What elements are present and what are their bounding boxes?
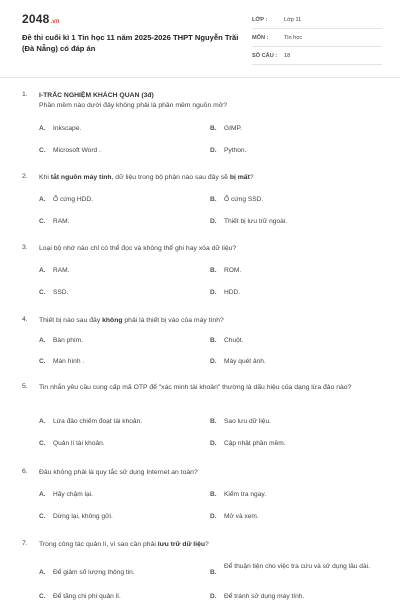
meta-row-subject	[252, 34, 382, 47]
question-number: 5.	[22, 383, 28, 390]
question-text: Khi tắt nguồn máy tính, dữ liệu trong bộ phận nào sau đây sẽ bị mất?	[39, 174, 254, 181]
question-text	[39, 91, 389, 111]
question-number: 3.	[22, 244, 28, 251]
site-logo[interactable]	[22, 12, 60, 26]
exam-meta	[252, 16, 382, 70]
meta-row-class	[252, 16, 382, 29]
question-text: Đâu không phải là quy tắc sử dụng Internet an toàn?	[39, 469, 198, 476]
question-number: 6.	[22, 468, 28, 475]
meta-label: SỐ CÂU :	[252, 53, 278, 59]
logo-suffix: .vn	[50, 19, 60, 25]
question-prompt: Phần mềm nào dưới đây không phải là phần mềm nguồn mở?	[39, 102, 228, 109]
meta-value: 18	[284, 53, 291, 59]
section-heading: I-TRẮC NGHIỆM KHÁCH QUAN (3đ)	[39, 92, 154, 99]
exam-title: Đề thi cuối kì 1 Tin học 11 năm 2025-2026 THPT Nguyễn Trãi (Đà Nẵng) có đáp án	[22, 33, 239, 53]
question-text: Tin nhắn yêu cầu cung cấp mã OTP để "xác minh tài khoản" thường là dấu hiệu của dạng lừa đảo nào?	[39, 384, 352, 391]
meta-row-count	[252, 52, 382, 65]
meta-value: Tin học	[284, 35, 303, 41]
question-number: 2.	[22, 173, 28, 180]
question-number: 7.	[22, 540, 28, 547]
question-text: Thiết bị nào sau đây không phải là thiết bị vào của máy tính?	[39, 317, 224, 324]
question-text: Loại bộ nhớ nào chỉ có thể đọc và không thể ghi hay xóa dữ liệu?	[39, 245, 237, 252]
question-number: 4.	[22, 316, 28, 323]
meta-value: Lớp 11	[284, 17, 302, 23]
logo-text: 2048	[22, 12, 50, 26]
question-text: Trong công tác quản lí, vì sao cần phải lưu trữ dữ liệu?	[39, 541, 209, 548]
document-header	[0, 0, 400, 74]
meta-label: MÔN :	[252, 35, 269, 41]
question-number: 1.	[22, 91, 28, 98]
header-divider	[0, 77, 400, 78]
meta-label: LỚP :	[252, 17, 268, 23]
